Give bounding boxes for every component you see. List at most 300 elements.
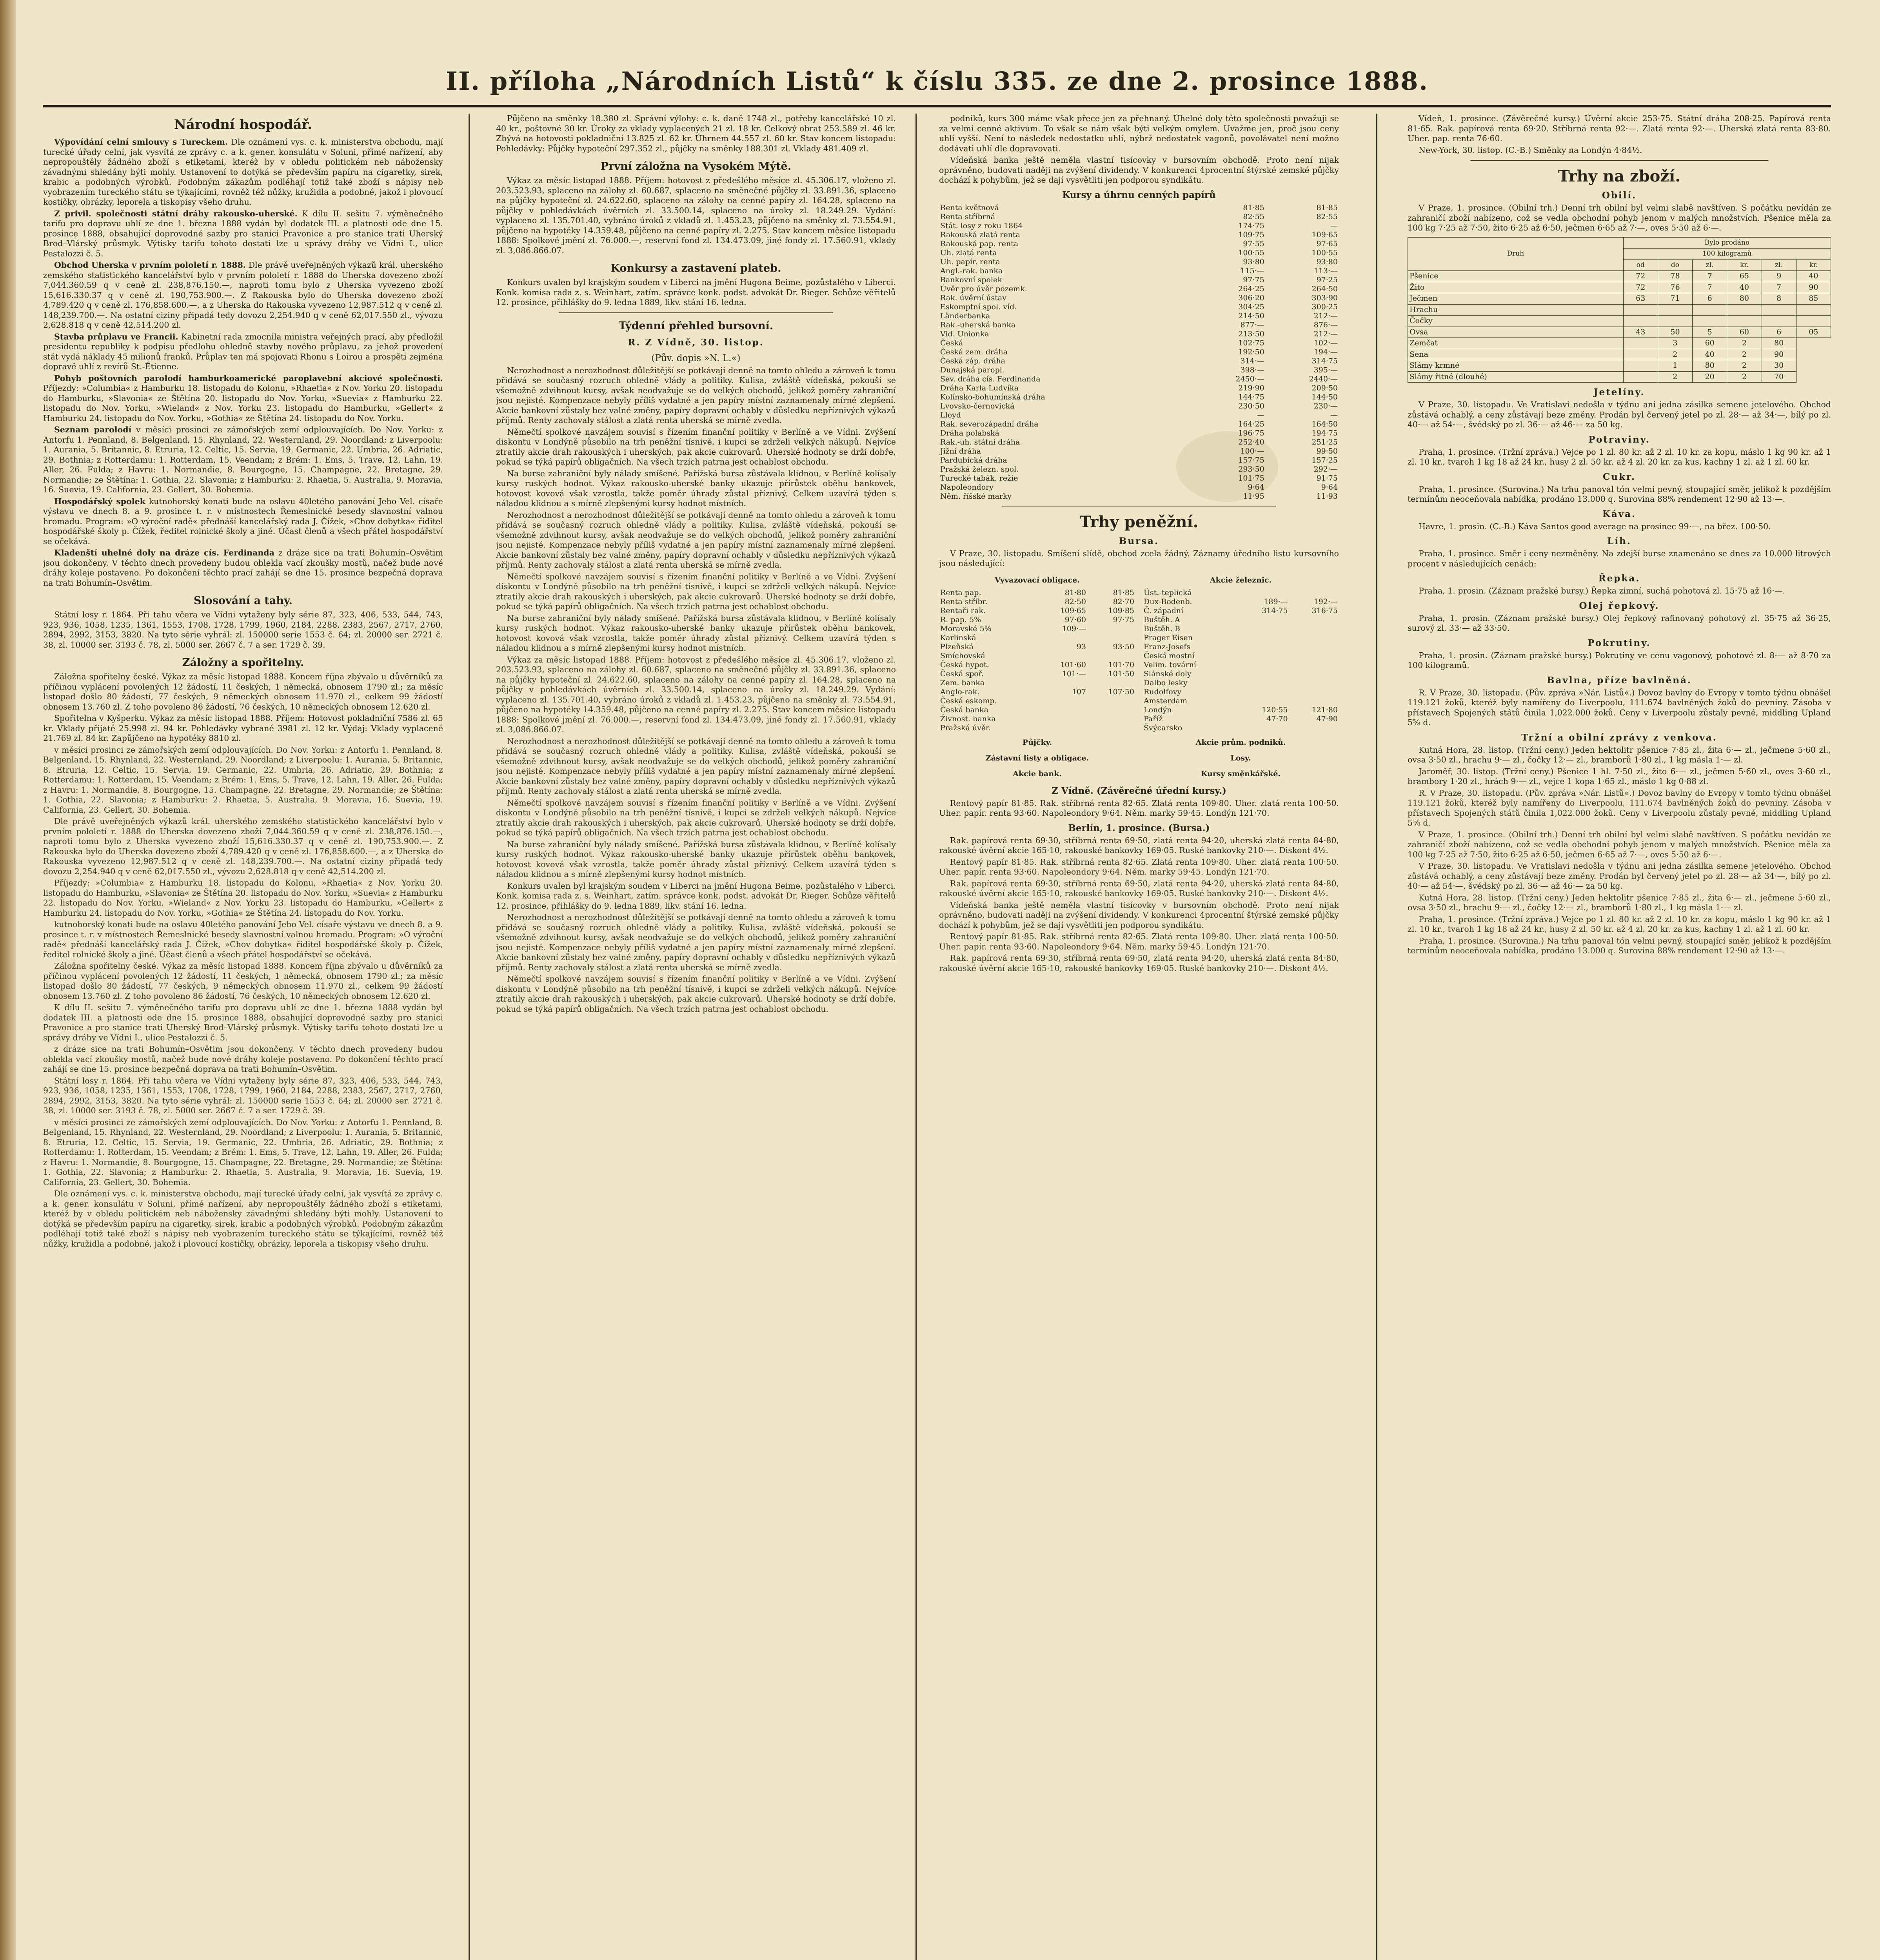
subsection-heading: Líh. <box>1607 536 1631 546</box>
security-name: Česká zem. dráha <box>940 347 1008 356</box>
table-row <box>939 465 1339 474</box>
grain-value <box>1727 304 1762 316</box>
table-row <box>939 456 1339 465</box>
security-name: Lvovsko-černovická <box>940 401 1015 410</box>
grain-value <box>1623 304 1658 316</box>
security-name: Lloyd <box>940 410 961 419</box>
quote-value: 100·— <box>1240 446 1264 456</box>
quote-value <box>1087 652 1135 661</box>
table-row <box>939 474 1339 483</box>
quote-value: 192·50 <box>1238 347 1264 356</box>
security-name: Česká záp. dráha <box>940 356 1006 365</box>
table-row <box>1143 633 1339 642</box>
security-name: Slánské doly <box>1144 669 1192 678</box>
security-name: Zem. banka <box>940 678 985 687</box>
article-text: Dle oznámení vys. c. k. ministerstva obchodu, mají turecké úřady celní, jak vysvítá ze zprávy c. a k. gener. konsulátu v Soluni, přímé nařízení, aby nepropouštěly žádného zboží s etiketami, kteréž by v obledu politickém neb nábožensky závadnými shledány býti mohly. Ustanovení to dotýká se především papíru na cigaretky, sirek, krabic a podobných výrobků. Podobným zákazům podléhají totiž také zboží s nápisy neb vyobrazením tureckého státu se týkajícími, rovněž též nůžky, kružidla a podobné, jakož i plovoucí kostičky, obrázky, leporela a tiskopisy všeho druhu. <box>43 137 443 207</box>
grain-kind: Sena <box>1408 349 1624 360</box>
table-row <box>939 642 1135 652</box>
quote-value: 93·80 <box>1243 257 1264 266</box>
subsection-heading: Bursa. <box>1119 535 1159 546</box>
article-text: Na burse zahraniční byly nálady smíšené. Pařížská bursa zůstávala klidnou, v Berlíně kolísaly kursy ruských hodnot. Výkaz rakousko-uherské banky ukazuje přírůstek oběhu bankovek, hotovost kovová však vzrostla, takže poměr úhrady zůstal příznivý. Celkem uzavírá týden s náladou klidnou a s mírně zlepšenými kursy hodnot místních. <box>496 613 896 653</box>
quote-value: 303·90 <box>1311 293 1338 302</box>
subsection-heading: Jetelíny. <box>1593 387 1645 397</box>
grain-value <box>1693 316 1727 327</box>
quote-value: 264·25 <box>1238 284 1264 293</box>
article-text: Nerozhodnost a nerozhodnost důležitější se potkávají denně na tomto ohledu a zároveň k tomu přidává se současný rozruch ohledně vlády a politiky. Kulisa, zvláště vídeňská, pokouší se všemožně zdvihnout kursy, avšak neodvažuje se do velkých obchodů, jelikož poměry zahraniční jsou nejisté. Kompenzace nebyly příliš vydatné a jen papíry místní zaznamenaly mírné zlepšení. Akcie bankovní zůstaly bez valné změny, papíry dopravní ochably v důsledku nepříznivých výkazů příjmů. Renty zachovaly stálost a zlatá renta uherská se mírně zvedla. <box>496 510 896 570</box>
quote-value: 93·80 <box>1316 257 1338 266</box>
quote-value: 157·25 <box>1311 456 1338 465</box>
quote-value: 97·75 <box>1113 615 1134 624</box>
quote-value <box>1289 661 1339 670</box>
grain-col-head: kr. <box>1796 260 1831 271</box>
article-text: Rentový papír 81·85. Rak. stříbrná renta 82·65. Zlatá renta 109·80. Uher. zlatá renta 100·50. Uher. papír. renta 93·60. Napoleondory 9·64. Něm. marky 59·45. Londýn 121·70. <box>939 857 1339 877</box>
quote-value: 314·75 <box>1262 606 1288 615</box>
table-row <box>939 212 1339 221</box>
dateline: R. Z Vídně, 30. listop. <box>628 337 764 348</box>
security-name: Živnost. banka <box>940 714 996 723</box>
article-head: Pohyb poštovních parolodí hamburkoamerické paroplavební akciové společnosti. <box>54 373 443 383</box>
table-row <box>939 303 1339 312</box>
grain-kind: Žito <box>1408 282 1624 293</box>
article-text: V Praze, 30. listopadu. Smíšení slídě, obchod zcela žádný. Záznamy úředního listu kursovního jsou následující: <box>939 548 1339 568</box>
table-row <box>1143 697 1339 706</box>
article-head: Hospodářský spolek <box>54 496 145 506</box>
grain-value: 60 <box>1693 338 1727 349</box>
table-row <box>939 312 1339 321</box>
section-heading: Trhy na zboží. <box>1558 167 1681 185</box>
article-head: Výpovídání celní smlouvy s Tureckem. <box>54 137 228 147</box>
security-name: Česká <box>940 338 963 347</box>
security-name: Renta květnová <box>940 203 999 212</box>
table-row <box>1143 615 1339 624</box>
quote-value <box>1239 688 1289 697</box>
quote-value: 292·— <box>1313 465 1338 474</box>
grain-row <box>1408 293 1831 305</box>
quote-value <box>1087 624 1135 633</box>
grain-value: 7 <box>1762 282 1796 293</box>
table-row <box>1143 688 1339 697</box>
grain-value: 63 <box>1623 293 1658 305</box>
table-row <box>939 597 1135 606</box>
grain-value: 2 <box>1727 338 1762 349</box>
security-name: Napoleondory <box>940 483 994 492</box>
table-row <box>939 249 1339 258</box>
grain-kind: Slámy řitné (dlouhé) <box>1408 371 1624 383</box>
column-rule <box>1376 114 1377 1960</box>
security-name: Rakouská zlatá renta <box>940 230 1020 239</box>
masthead-rule <box>43 105 1831 107</box>
quote-value <box>1239 652 1289 661</box>
grain-value: 05 <box>1796 327 1831 338</box>
security-name: Pražská úvěr. <box>940 723 991 732</box>
security-name: Rak.-uherská banka <box>940 320 1016 329</box>
quote-value <box>1239 624 1289 633</box>
article-text: V Praze, 1. prosince. (Obilní trh.) Denní trh obilní byl velmi slabě navštíven. S počátku nevídán ze zahraničí zboží nabízeno, což se vedla obchodní pohyb jenom v malých množstvích. Pšenice měla za 100 kg 7·25 až 7·50, žito 6·25 až 6·50, ječmen 6·65 až 7·—, oves 5·50 až 6·—. <box>1408 829 1831 859</box>
section-heading: Konkursy a zastavení plateb. <box>610 262 781 274</box>
quote-value: 212·— <box>1313 311 1338 320</box>
prague-quotes <box>939 570 1339 781</box>
table-row <box>939 615 1135 624</box>
grain-value: 60 <box>1727 327 1762 338</box>
subsection-heading: Tržní a obilní zprávy z venkova. <box>1521 732 1717 743</box>
table-row <box>1143 642 1339 652</box>
left-quotes-table <box>939 588 1135 733</box>
article-text: Dle právě uveřejněných výkazů král. uherského zemského statistického kancelářství bylo v prvním pololetí r. 1888 do Uherska dovezeno zboží 7,044.360.59 q v ceně zl. 238,876.150.—, naproti tomu bylo z Uherska vyvezeno zboží 15,616.330.37 q v ceně zl. 190,753.900.—. Z Rakouska bylo do Uherska dovezeno zboží 4,789.420 q v ceně zl. 176,858.600.—, a z Uherska do Rakouska vyvezeno 12,987.512 q v ceně zl. 148,239.700.—. Na ostatní ciziny připadá tedy dovozu 2,254.940 q v ceně 62,017.550 zl., vývozu 2,628.818 q v ceně 42,514.200 zl. <box>43 260 443 330</box>
right-quotes-table <box>1143 588 1339 733</box>
grain-kind: Ovsa <box>1408 327 1624 338</box>
security-name: Renta stříbr. <box>940 597 988 606</box>
quote-value: 109·75 <box>1238 230 1264 239</box>
quote-value <box>1289 697 1339 706</box>
table-row <box>939 438 1339 447</box>
quote-value <box>1239 642 1289 652</box>
table-row <box>939 203 1339 212</box>
quote-value: 398·— <box>1240 365 1264 374</box>
grain-value: 7 <box>1693 271 1727 282</box>
grain-row <box>1408 316 1831 327</box>
quote-value: — <box>1330 410 1338 419</box>
subsection-heading: Berlín, 1. prosince. (Bursa.) <box>1068 822 1210 833</box>
grain-row <box>1408 304 1831 316</box>
quote-value <box>1239 670 1289 679</box>
table-row <box>1143 724 1339 733</box>
table-row <box>939 447 1339 456</box>
quote-value <box>1039 679 1087 688</box>
table-row <box>939 411 1339 420</box>
grain-value <box>1623 371 1658 383</box>
section-heading: Týdenní přehled bursovní. <box>618 319 774 332</box>
article-text: z dráze sice na trati Bohumín–Osvětim jsou dokončeny. V těchto dnech provedeny budou oblekla vací zkoušky mostů, načež bude nové dráhy koleje postaveno. Po dokončení těchto prací zahájí se dne 15. prosince bezpečná doprava na trati Bohumín–Osvětim. <box>43 1044 443 1074</box>
article-text: Záložna spořitelny české. Výkaz za měsíc listopad 1888. Koncem října zbývalo u důvěrníků za příčinou vyplácení povolených 12 žádostí, 11 českých, 1 německá, obnosem 1790 zl.; za měsíc listopad došlo 80 žádostí, 77 českých, 9 německých obnosem 11.970 zl., celkem 99 žádostí obnosem 13.760 zl. Z toho povoleno 86 žádostí, 76 českých, 10 německých obnosem 12.620 zl. <box>43 961 443 1001</box>
grain-value: 50 <box>1658 327 1692 338</box>
quote-value <box>1289 724 1339 733</box>
subsection-heading: Zástavní listy a obligace. <box>985 753 1089 762</box>
grain-value: 40 <box>1796 271 1831 282</box>
quote-value: 109·85 <box>1108 606 1134 615</box>
quote-value: 11·95 <box>1243 492 1264 501</box>
quote-value: 144·75 <box>1238 392 1264 401</box>
table-row <box>939 420 1339 429</box>
article-head: Obchod Uherska v prvním pololetí r. 1888. <box>54 260 246 270</box>
quote-value <box>1087 715 1135 724</box>
grain-value <box>1762 316 1796 327</box>
grain-value: 65 <box>1727 271 1762 282</box>
grain-row <box>1408 371 1831 383</box>
section-title: Národní hospodář. <box>174 117 312 132</box>
quote-value: 81·80 <box>1064 588 1086 597</box>
grain-col-head: zl. <box>1762 260 1796 271</box>
grain-row <box>1408 360 1831 372</box>
quote-value: 212·— <box>1313 329 1338 338</box>
quote-value: 81·85 <box>1113 588 1134 597</box>
quote-value: 194·— <box>1313 347 1338 356</box>
table-row <box>939 267 1339 276</box>
article-text: Jaroměř, 30. listop. (Tržní ceny.) Pšenice 1 hl. 7·50 zl., žito 6·— zl., ječmen 5·60 zl., oves 3·60 zl., brambory 1·20 zl., hrách 9·— zl., vejce 1 kopa 1·65 zl., máslo 1 kg 0·88 zl. <box>1408 766 1831 786</box>
security-name: Eskomptní spol. víd. <box>940 302 1017 311</box>
article-text: Praha, 1. prosince. (Tržní zpráva.) Vejce po 1 zl. 80 kr. až 2 zl. 10 kr. za kopu, máslo 1 kg 90 kr. až 1 zl. 10 kr., tvaroh 1 kg 18 až 24 kr., husy 2 zl. 50 kr. až 4 zl. 20 kr. za kus, kachny 1 zl. až 1 zl. 60 kr. <box>1408 447 1831 466</box>
grain-kind: Čočky <box>1408 316 1624 327</box>
table-row <box>939 402 1339 411</box>
article-text: v měsíci prosinci ze zámořských zemí odplouvajících. Do Nov. Yorku: z Antorfu 1. Pennland, 8. Belgenland, 15. Rhynland, 22. Westernland, 29. Noordland; z Liverpoolu: 1. Aurania, 5. Britannic, 8. Etruria, 12. Celtic, 15. Servia, 19. Germanic, 22. Umbria, 26. Adriatic, 29. Bothnia; z Rotterdamu: 1. Rotterdam, 15. Veendam; z Brém: 1. Ems, 5. Trave, 12. Lahn, 19. Aller, 26. Fulda; z Havru: 1. Normandie, 8. Bourgogne, 15. Champagne, 22. Bretagne, 29. Normandie; ze Štětína: 1. Gothia, 22. Slavonia; z Hamburku: 2. Rhaetia, 5. Australia, 9. Moravia, 16. Suevia, 19. California, 23. Gellert, 30. Bohemia. <box>43 1117 443 1187</box>
table-row <box>939 375 1339 384</box>
supplement-masthead: II. příloha „Národních Listů“ k číslu 335. ze dne 2. prosince 1888. <box>446 67 1428 96</box>
quote-value: 230·50 <box>1238 401 1264 410</box>
column-rule <box>469 114 470 1960</box>
table-row <box>939 339 1339 348</box>
quote-value: 101·70 <box>1108 660 1134 669</box>
quote-value: 101·75 <box>1238 474 1264 483</box>
grain-value: 78 <box>1658 271 1692 282</box>
security-name: Paříž <box>1144 714 1163 723</box>
security-name: Rentaři rak. <box>940 606 986 615</box>
grain-value: 72 <box>1623 282 1658 293</box>
article-text: New-York, 30. listop. (C.-B.) Směnky na Londýn 4·84½. <box>1419 145 1642 155</box>
grain-value <box>1658 316 1692 327</box>
article-text: Němečtí spolkové navzájem souvisí s řízením finanční politiky v Berlíně a ve Vídni. Zvýšení diskontu v Londýně působilo na trh peněžní tísnivě, i kupci se zdrželi velkých nákupů. Nejvíce ztratily akcie drah rakouských i uherských, pak akcie cukrovarů. Uherské hodnoty se drží dobře, pokud se týká papírů obligačních. Na všech trzích patrna jest ochablost obchodu. <box>496 427 896 466</box>
table-row <box>1143 670 1339 679</box>
article-head: Stavba průplavu ve Francii. <box>54 332 178 341</box>
security-name: Švýcarsko <box>1144 723 1182 732</box>
grain-value: 20 <box>1693 371 1727 383</box>
security-name: Rak. úvěrní ústav <box>940 293 1006 302</box>
grain-kind: Slámy krmné <box>1408 360 1624 372</box>
grain-col-head: od <box>1623 260 1658 271</box>
article-text: Nerozhodnost a nerozhodnost důležitější se potkávají denně na tomto ohledu a zároveň k tomu přidává se současný rozruch ohledně vlády a politiky. Kulisa, zvláště vídeňská, pokouší se všemožně zdvihnout kursy, avšak neodvažuje se do velkých obchodů, jelikož poměry zahraniční jsou nejisté. Kompenzace nebyly příliš vydatné a jen papíry místní zaznamenaly mírné zlepšení. Akcie bankovní zůstaly bez valné změny, papíry dopravní ochably v důsledku nepříznivých výkazů příjmů. Renty zachovaly stálost a zlatá renta uherská se mírně zvedla. <box>496 365 896 425</box>
subsection-heading: Z Vídně. (Závěrečné úřední kursy.) <box>1052 785 1226 796</box>
quote-value: 113·— <box>1313 266 1338 275</box>
security-name: Uh. zlatá renta <box>940 248 997 257</box>
article-head: Seznam parolodí <box>54 425 132 434</box>
grain-value: 7 <box>1693 282 1727 293</box>
quote-value <box>1289 633 1339 642</box>
article-text: K dílu II. sešitu 7. výměnečného tarifu pro dopravu uhlí ze dne 1. března 1888 vydán byl dodatek III. a platnosti ode dne 15. prosince 1888, obsahující doprovodné sazby pro stanici Pravonice a pro stanice trati Uherský Brod–Vlárský průsmyk. Výtisky tarifu tohoto dostati lze u správy dráhy ve Vídni I., ulice Pestalozzi č. 5. <box>43 1003 443 1042</box>
article-text: Rak. papírová renta 69·30, stříbrná renta 69·50, zlatá renta 94·20, uherská zlatá renta 84·80, rakouské úvěrní akcie 165·10, rakouské bankovky 169·05. Ruské bankovky 210·—. Diskont 4½. <box>939 835 1339 855</box>
table-row <box>939 384 1339 393</box>
subsection-heading: Obilí. <box>1602 190 1637 201</box>
article-head: Kladenští uhelné doly na dráze cís. Ferdinanda <box>54 548 274 557</box>
article-text: Na burse zahraniční byly nálady smíšené. Pařížská bursa zůstávala klidnou, v Berlíně kolísaly kursy ruských hodnot. Výkaz rakousko-uherské banky ukazuje přírůstek oběhu bankovek, hotovost kovová však vzrostla, takže poměr úhrady zůstal příznivý. Celkem uzavírá týden s náladou klidnou a s mírně zlepšenými kursy hodnot místních. <box>496 839 896 879</box>
quote-value <box>1039 633 1087 642</box>
table-row <box>939 429 1339 438</box>
security-name: Buštěh. B <box>1144 624 1181 633</box>
grain-row <box>1408 282 1831 293</box>
table-row <box>939 697 1135 706</box>
grain-value <box>1623 316 1658 327</box>
quote-value: 157·75 <box>1238 456 1264 465</box>
quote-value: 82·55 <box>1243 212 1264 221</box>
security-name: Sev. dráha cís. Ferdinanda <box>940 374 1041 383</box>
article-text: kutnohorský konati bude na oslavu 40letého panování Jeho Vel. císaře výstavu ve dnech 8. a 9. prosince t. r. v místnostech Řemeslnické besedy slavnostní valnou hromadu. Program: »O výroční radě« přednáší kancelářský rada J. Čížek, »Chov dobytka« řiditel hospodářské školy p. Čížek, ředitel rolnické školy a jiné. Účast členů a všech přátel hospodářství se očekává. <box>43 496 443 546</box>
quote-value: 252·40 <box>1238 437 1264 446</box>
security-name: Buštěh. A <box>1144 615 1180 624</box>
grain-unit-head: 100 kilogramů <box>1623 249 1831 260</box>
table-row <box>939 276 1339 285</box>
quote-value: 107·50 <box>1108 687 1134 696</box>
security-name: Rakouská pap. renta <box>940 239 1019 248</box>
security-name: Jižní dráha <box>940 446 981 456</box>
quote-value: 109·65 <box>1311 230 1338 239</box>
quote-value: 82·50 <box>1064 597 1086 606</box>
quote-value <box>1239 615 1289 624</box>
quote-value: 214·50 <box>1238 311 1264 320</box>
quote-value <box>1039 697 1087 706</box>
security-name: Vid. Unionka <box>940 329 989 338</box>
table-row <box>939 706 1135 715</box>
security-name: Anglo-rak. <box>940 687 980 696</box>
security-name: Smíchovská <box>940 651 985 660</box>
quote-value <box>1289 615 1339 624</box>
grain-value: 40 <box>1727 282 1762 293</box>
article-text: Příjezdy: »Columbia« z Hamburku 18. listopadu do Kolonu, »Rhaetia« z Nov. Yorku 20. listopadu do Hamburku, »Slavonia« ze Štětína 20. listopadu do Nov. Yorku, »Suevia« z Hamburku 22. listopadu do Nov. Yorku, »Wieland« z Nov. Yorku 23. listopadu do Hamburku, »Gellert« z Hamburku 24. listopadu do Nov. Yorku, »Gothia« ze Štětína 24. listopadu do Nov. Yorku. <box>43 878 443 918</box>
grain-value: 90 <box>1796 282 1831 293</box>
table-row <box>939 258 1339 267</box>
article-text: Záložna spořitelny české. Výkaz za měsíc listopad 1888. Koncem října zbývalo u důvěrníků za příčinou vyplácení povolených 12 žádostí, 11 českých, 1 německá, obnosem 1790 zl.; za měsíc listopad došlo 80 žádostí, 77 českých, 9 německých obnosem 11.970 zl., celkem 99 žádostí obnosem 13.760 zl. Z toho povoleno 86 žádostí, 76 českých, 10 německých obnosem 12.620 zl. <box>43 672 443 711</box>
grain-value: 70 <box>1762 371 1796 383</box>
security-name: Bankovní spolek <box>940 275 1002 284</box>
column-rule <box>915 114 917 1960</box>
table-row <box>1143 679 1339 688</box>
table-row <box>1143 715 1339 724</box>
table-row <box>939 240 1339 249</box>
quote-value: 81·85 <box>1316 203 1338 212</box>
article-text: z dráze sice na trati Bohumín–Osvětim jsou dokončeny. V těchto dnech provedeny budou oblekla vací zkoušky mostů, načež bude nové dráhy koleje postaveno. Po dokončení těchto prací zahájí se dne 15. prosince bezpečná doprava na trati Bohumín–Osvětim. <box>43 548 443 588</box>
subsection-heading: Losy. <box>1230 753 1251 762</box>
grain-value <box>1623 338 1658 349</box>
article-text: Rentový papír 81·85. Rak. stříbrná renta 82·65. Zlatá renta 109·80. Uher. zlatá renta 100·50. Uher. papír. renta 93·60. Napoleondory 9·64. Něm. marky 59·45. Londýn 121·70. <box>939 798 1339 818</box>
quote-value: 213·50 <box>1238 329 1264 338</box>
quote-value: 306·20 <box>1238 293 1264 302</box>
grain-col-head: Druh <box>1408 237 1624 271</box>
grain-value: 30 <box>1762 360 1796 372</box>
article-text: Praha, 1. prosin. (Záznam pražské bursy.) Pokrutiny ve cenu vagonový, pohotové zl. 8·— až 8·70 za 100 kilogramů. <box>1408 650 1831 670</box>
article-text: R. V Praze, 30. listopadu. (Pův. zpráva »Nár. Listů«.) Dovoz bavlny do Evropy v tomto týdnu obnášel 119.121 žoků, kteréž byly namířeny do Liverpoolu, 111.674 bavlněných žoků do pevniny. Zásoba v přístavech Spojených států činila 1,022.000 žoků. Ceny v Liverpoolu zůstaly pevné, middling Upland 5⅝ d. <box>1408 688 1831 727</box>
quote-value <box>1289 679 1339 688</box>
quote-value: 109·— <box>1062 624 1086 633</box>
article-text: Státní losy r. 1864. Při tahu včera ve Vídni vytaženy byly série 87, 323, 406, 533, 544, 743, 923, 936, 1058, 1235, 1361, 1553, 1708, 1728, 1799, 1960, 2184, 2288, 2383, 2567, 2717, 2760, 2894, 2992, 3153, 3820. Na tyto série vyhrál: zl. 150000 serie 1553 č. 64; zl. 20000 ser. 2721 č. 38, zl. 10000 ser. 3193 č. 78, zl. 5000 ser. 2667 č. 7 a ser. 1729 č. 39. <box>43 1076 443 1115</box>
source-note: (Pův. dopis »N. L.«) <box>651 353 741 363</box>
quote-value: 189·— <box>1264 597 1288 606</box>
table-row <box>1143 706 1339 715</box>
article-text: Rak. papírová renta 69·30, stříbrná renta 69·50, zlatá renta 94·20, uherská zlatá renta 84·80, rakouské úvěrní akcie 165·10, rakouské bankovky 169·05. Ruské bankovky 210·—. Diskont 4½. <box>939 878 1339 898</box>
table-row <box>939 606 1135 615</box>
quote-value: 264·50 <box>1311 284 1338 293</box>
security-name: Česká spoř. <box>940 669 984 678</box>
grain-value <box>1727 316 1762 327</box>
table-row <box>939 670 1135 679</box>
table-row <box>939 633 1135 642</box>
quote-value: 316·75 <box>1311 606 1338 615</box>
quote-value: 300·25 <box>1311 302 1338 311</box>
article-text: V Praze, 30. listopadu. Ve Vratislavi nedošla v týdnu ani jedna zásilka semene jetelového. Obchod zůstává ochablý, a ceny zůstávají beze změny. Prodán byl červený jetel po zl. 28·— až 34·—, bílý po zl. 40·— až 54·—, švédský po zl. 36·— až 46·— za 50 kg. <box>1408 861 1831 891</box>
quote-value <box>1039 652 1087 661</box>
article-text: Praha, 1. prosin. (Záznam pražské bursy.) Olej řepkový rafinovaný pohotový zl. 35·75 až 36·25, surový zl. 33·— až 33·50. <box>1408 613 1831 633</box>
table-row <box>939 624 1135 633</box>
security-name: Franz-Josefs <box>1144 642 1191 651</box>
quote-value: 97·75 <box>1243 275 1264 284</box>
subsection-heading: Řepka. <box>1598 573 1640 584</box>
security-name: Něm. říšské marky <box>940 492 1012 501</box>
separator <box>559 312 833 313</box>
security-name: Länderbanka <box>940 311 990 320</box>
quote-value: — <box>1330 221 1338 230</box>
quote-value: — <box>1257 410 1264 419</box>
security-name: Renta pap. <box>940 588 981 597</box>
article-text: Výkaz za měsíc listopad 1888. Příjem: hotovost z předešlého měsíce zl. 45.306.17, vloženo zl. 203.523.93, splaceno na zálohy zl. 60.687, splaceno na směnečné půjčky zl. 33.891.36, splaceno na půjčky hypoteční zl. 24.622.60, splaceno na zálohy na cenné papíry zl. 164.28, splaceno na půjčky v pohledávkách úvěrních zl. 33.500.14, splaceno na úroky zl. 18.249.29. Vydání: vyplaceno zl. 135.701.40, vybráno úroků z vkladů zl. 1.453.23, půjčeno na směnky zl. 73.554.91, půjčeno na hypotéky 14.359.48, půjčeno na cenné papíry zl. 2.275. Stav koncem měsíce listopadu 1888: Spolkové jmění zl. 76.000.—, reservní fond zl. 134.473.09, jiné fondy zl. 17.560.91, vklady zl. 3,086.866.07. <box>496 655 896 734</box>
quote-value <box>1039 724 1087 733</box>
table-row <box>939 661 1135 670</box>
quote-value: 9·64 <box>1248 483 1264 492</box>
grain-value <box>1762 304 1796 316</box>
article-text: V Praze, 1. prosince. (Obilní trh.) Denní trh obilní byl velmi slabě navštíven. S počátku nevídán ze zahraničí zboží nabízeno, což se vedla obchodní pohyb jenom v malých množstvích. Pšenice měla za 100 kg 7·25 až 7·50, žito 6·25 až 6·50, ječmen 6·65 až 7·—, oves 5·50 až 6·—. <box>1408 203 1831 232</box>
quote-value: 102·— <box>1313 338 1338 347</box>
quote-value: 876·— <box>1313 320 1338 329</box>
quote-value: 304·25 <box>1238 302 1264 311</box>
quote-value <box>1289 688 1339 697</box>
quote-value: 100·55 <box>1238 248 1264 257</box>
security-name: Rudolfovy <box>1144 687 1182 696</box>
quote-value: 97·60 <box>1064 615 1086 624</box>
quote-value: 121·80 <box>1311 705 1338 714</box>
article-text: v měsíci prosinci ze zámořských zemí odplouvajících. Do Nov. Yorku: z Antorfu 1. Pennland, 8. Belgenland, 15. Rhynland, 22. Westernland, 29. Noordland; z Liverpoolu: 1. Aurania, 5. Britannic, 8. Etruria, 12. Celtic, 15. Servia, 19. Germanic, 22. Umbria, 26. Adriatic, 29. Bothnia; z Rotterdamu: 1. Rotterdam, 15. Veendam; z Brém: 1. Ems, 5. Trave, 12. Lahn, 19. Aller, 26. Fulda; z Havru: 1. Normandie, 8. Bourgogne, 15. Champagne, 22. Bretagne, 29. Normandie; ze Štětína: 1. Gothia, 22. Slavonia; z Hamburku: 2. Rhaetia, 5. Australia, 9. Moravia, 16. Suevia, 19. California, 23. Gellert, 30. Bohemia. <box>43 425 443 494</box>
separator <box>1470 160 1768 161</box>
quote-value: 101·60 <box>1060 660 1086 669</box>
quote-value <box>1289 624 1339 633</box>
quote-value: 314·75 <box>1311 356 1338 365</box>
quote-value: 293·50 <box>1238 465 1264 474</box>
article-text: Spořitelna v Kyšperku. Výkaz za měsíc listopad 1888. Příjem: Hotovost pokladniční 7586 zl. 65 kr. Vklady přijaté 25.998 zl. 94 kr. Pohledávky vybrané 3981 zl. 12 kr. Výdaj: Vklady vyplacené 21.769 zl. 84 kr. Zapůjčeno na hypotéky 8810 zl. <box>43 713 443 743</box>
table-row <box>939 715 1135 724</box>
column-4 <box>1408 114 1831 1960</box>
stock-quotes-table <box>939 203 1339 501</box>
grain-kind: Zemčat <box>1408 338 1624 349</box>
table-row <box>939 688 1135 697</box>
quote-value: 251·25 <box>1311 437 1338 446</box>
grain-value: 2 <box>1727 371 1762 383</box>
grain-row <box>1408 338 1831 349</box>
article-text: Praha, 1. prosince. Směr i ceny nezměněny. Na zdejší burse znamenáno se dnes za 10.000 litrových procent v následujících cenách: <box>1408 549 1831 568</box>
subsection-heading: Bavlna, příze bavlněná. <box>1547 675 1692 686</box>
quote-value: 2440·— <box>1309 374 1338 383</box>
table-row <box>939 330 1339 339</box>
article-text: Příjezdy: »Columbia« z Hamburku 18. listopadu do Kolonu, »Rhaetia« z Nov. Yorku 20. listopadu do Hamburku, »Slavonia« ze Štětína 20. listopadu do Nov. Yorku, »Suevia« z Hamburku 22. listopadu do Nov. Yorku, »Wieland« z Nov. Yorku 23. listopadu do Hamburku, »Gellert« z Hamburku 24. listopadu do Nov. Yorku, »Gothia« ze Štětína 24. listopadu do Nov. Yorku. <box>43 383 443 423</box>
security-name: Moravské 5% <box>940 624 992 633</box>
quote-value <box>1289 642 1339 652</box>
quote-value <box>1087 697 1135 706</box>
table-row <box>1143 624 1339 633</box>
article-text: Praha, 1. prosince. (Surovina.) Na trhu panoval tón velmi pevný, stoupající směr, jelikož k pozdějším termínům neoceňovala nabídka, prodáno 13.000 q. Surovina 88% rendement 12·90 až 13·—. <box>1408 936 1831 955</box>
grain-kind: Hrachu <box>1408 304 1624 316</box>
grain-value: 2 <box>1658 371 1692 383</box>
quote-value: 47·70 <box>1266 714 1288 723</box>
security-name: Česká mostní <box>1144 651 1195 660</box>
quote-value <box>1239 588 1289 597</box>
grain-value: 1 <box>1658 360 1692 372</box>
subsection-heading: Káva. <box>1602 508 1637 519</box>
quote-value: 97·55 <box>1243 239 1264 248</box>
table-row <box>939 483 1339 492</box>
quote-value: 196·75 <box>1238 428 1264 437</box>
quote-value: 9·64 <box>1321 483 1338 492</box>
quote-value: 102·75 <box>1238 338 1264 347</box>
grain-col-head: kr. <box>1727 260 1762 271</box>
article-text: Půjčeno na směnky 18.380 zl. Správní výlohy: c. k. daně 1748 zl., potřeby kancelářské 10 zl. 40 kr., poštovné 30 kr. Úroky za vklady vyplacených 21 zl. 18 kr. Celkový obrat 253.589 zl. 46 kr. Zbývá na hotovosti pokladniční 13.825 zl. 62 kr. Úhrnem 44.557 zl. 60 kr. Stav koncem listopadu: Pohledávky: Půjčky hypoteční 297.352 zl., půjčky na směnky 188.301 zl. Vklady 481.409 zl. <box>496 114 896 153</box>
quote-value: 314·— <box>1240 356 1264 365</box>
grain-value <box>1658 304 1692 316</box>
table-heading: Kursy a úhrnu cenných papírů <box>1062 189 1216 200</box>
subsection-heading: Vyvazovací obligace. <box>995 575 1080 584</box>
quote-value: 192·— <box>1313 597 1338 606</box>
subsection-heading: Potraviny. <box>1588 434 1650 445</box>
